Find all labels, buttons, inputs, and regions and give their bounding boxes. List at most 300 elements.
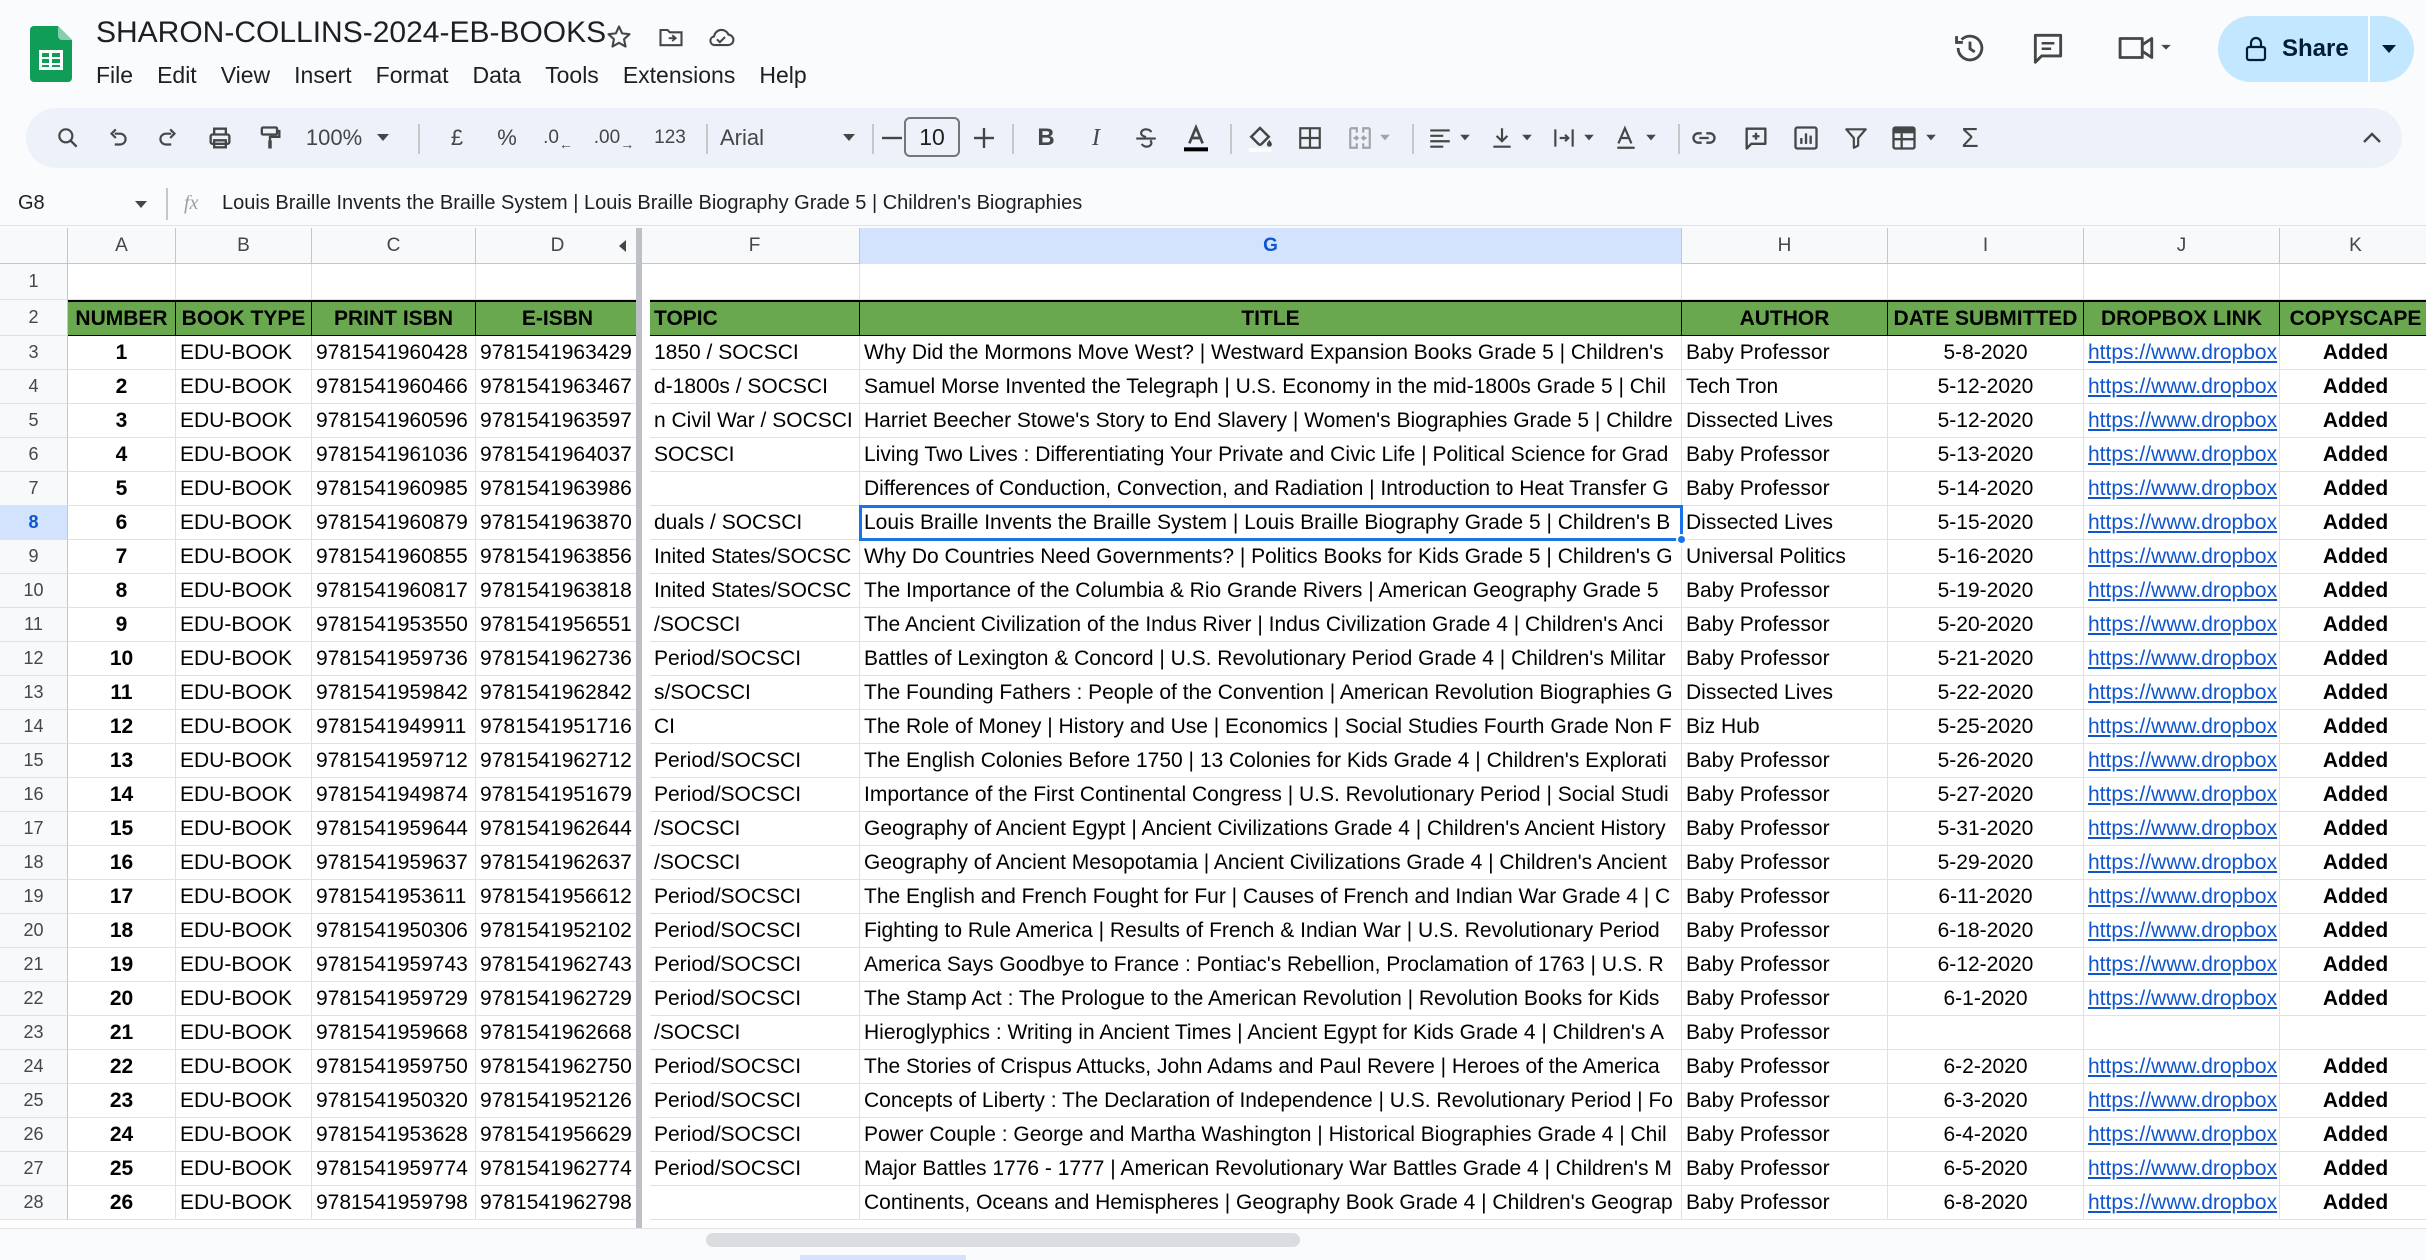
cell-eisbn[interactable]: 9781541962743 (476, 948, 640, 982)
cell-author[interactable]: Baby Professor (1682, 574, 1888, 608)
cell-topic[interactable] (650, 676, 860, 710)
cell-print[interactable]: 9781541959637 (312, 846, 476, 880)
cell-num[interactable]: 3 (68, 404, 176, 438)
row-header[interactable]: 28 (0, 1186, 68, 1220)
formula-input[interactable]: Louis Braille Invents the Braille System | Louis Braille Biography Grade 5 | Children's Biographies (222, 192, 1083, 214)
cell-author[interactable]: Baby Professor (1682, 472, 1888, 506)
cell-copy[interactable]: Added (2280, 1084, 2426, 1118)
text-color-icon[interactable] (1176, 118, 1216, 158)
row-header[interactable]: 16 (0, 778, 68, 812)
cell-num[interactable]: 19 (68, 948, 176, 982)
cell-author[interactable]: Baby Professor (1682, 438, 1888, 472)
row-header[interactable]: 1 (0, 264, 68, 300)
cell-eisbn[interactable]: 9781541956551 (476, 608, 640, 642)
cell-print[interactable]: 9781541960985 (312, 472, 476, 506)
cell-author[interactable]: Baby Professor (1682, 778, 1888, 812)
hidden-column-arrow-icon[interactable] (619, 240, 626, 252)
cell-title[interactable]: The Stories of Crispus Attucks, John Adams and Paul Revere | Heroes of the America (860, 1050, 1682, 1084)
cell-author[interactable]: Baby Professor (1682, 846, 1888, 880)
insert-link-icon[interactable] (1686, 118, 1722, 158)
cell-num[interactable]: 15 (68, 812, 176, 846)
cell-title[interactable]: Fighting to Rule America | Results of French & Indian War | U.S. Revolutionary Period (860, 914, 1682, 948)
cell-link[interactable]: https://www.dropbox (2084, 642, 2280, 676)
cell-eisbn[interactable]: 9781541956629 (476, 1118, 640, 1152)
move-folder-icon[interactable] (654, 20, 688, 54)
cell-author[interactable]: Dissected Lives (1682, 676, 1888, 710)
cell-topic[interactable] (650, 914, 860, 948)
cell-num[interactable]: 7 (68, 540, 176, 574)
cell-copy[interactable]: Added (2280, 812, 2426, 846)
row-header[interactable]: 8 (0, 506, 68, 540)
column-header-c[interactable]: C (312, 228, 476, 264)
cell-topic[interactable] (650, 438, 860, 472)
cell-title[interactable]: The Founding Fathers : People of the Convention | American Revolution Biographies G (860, 676, 1682, 710)
cell-print[interactable]: 9781541961036 (312, 438, 476, 472)
cell-date[interactable]: 5-22-2020 (1888, 676, 2084, 710)
cell-link[interactable]: https://www.dropbox (2084, 540, 2280, 574)
cell-num[interactable]: 23 (68, 1084, 176, 1118)
cell-link[interactable]: https://www.dropbox (2084, 778, 2280, 812)
row-header[interactable]: 21 (0, 948, 68, 982)
cell-copy[interactable]: Added (2280, 1186, 2426, 1220)
cell-title[interactable]: Hieroglyphics : Writing in Ancient Times | Ancient Egypt for Kids Grade 4 | Children's A (860, 1016, 1682, 1050)
cell-title[interactable]: Differences of Conduction, Convection, and Radiation | Introduction to Heat Transfer G (860, 472, 1682, 506)
cell-num[interactable]: 6 (68, 506, 176, 540)
cell-type[interactable]: EDU-BOOK (176, 540, 312, 574)
cell-link[interactable]: https://www.dropbox (2084, 608, 2280, 642)
cell-copy[interactable]: Added (2280, 710, 2426, 744)
cell-eisbn[interactable]: 9781541962842 (476, 676, 640, 710)
cell-topic[interactable] (650, 1152, 860, 1186)
cell-title[interactable]: Samuel Morse Invented the Telegraph | U.S. Economy in the mid-1800s Grade 5 | Chil (860, 370, 1682, 404)
cell-eisbn[interactable]: 9781541964037 (476, 438, 640, 472)
cell-type[interactable]: EDU-BOOK (176, 846, 312, 880)
cell-num[interactable]: 21 (68, 1016, 176, 1050)
zoom-select[interactable] (302, 118, 394, 158)
cell-link[interactable]: https://www.dropbox (2084, 438, 2280, 472)
column-header-i[interactable]: I (1888, 228, 2084, 264)
cell-title[interactable]: The Importance of the Columbia & Rio Grande Rivers | American Geography Grade 5 (860, 574, 1682, 608)
cell-topic[interactable] (650, 472, 860, 506)
cell-author[interactable]: Baby Professor (1682, 1050, 1888, 1084)
cell-type[interactable]: EDU-BOOK (176, 676, 312, 710)
cell-date[interactable] (1888, 1016, 2084, 1050)
cell-type[interactable]: EDU-BOOK (176, 370, 312, 404)
cell-print[interactable]: 9781541959644 (312, 812, 476, 846)
menu-help[interactable]: Help (759, 62, 807, 88)
cell-eisbn[interactable]: 9781541963467 (476, 370, 640, 404)
search-menus-icon[interactable] (50, 118, 86, 158)
cell-type[interactable]: EDU-BOOK (176, 336, 312, 370)
cell-title[interactable]: Geography of Ancient Egypt | Ancient Civilizations Grade 4 | Children's Ancient History (860, 812, 1682, 846)
cell-eisbn[interactable]: 9781541956612 (476, 880, 640, 914)
cell-print[interactable]: 9781541960855 (312, 540, 476, 574)
cell-author[interactable]: Baby Professor (1682, 642, 1888, 676)
menu-view[interactable]: View (220, 62, 271, 88)
cell-print[interactable]: 9781541953628 (312, 1118, 476, 1152)
version-history-icon[interactable] (1948, 26, 1992, 70)
strikethrough-icon[interactable] (1128, 118, 1164, 158)
cell-print[interactable]: 9781541959668 (312, 1016, 476, 1050)
cell-print[interactable]: 9781541960817 (312, 574, 476, 608)
cell-author[interactable]: Baby Professor (1682, 914, 1888, 948)
cell-num[interactable]: 16 (68, 846, 176, 880)
row-header[interactable]: 15 (0, 744, 68, 778)
cell-link[interactable]: https://www.dropbox (2084, 336, 2280, 370)
cell-num[interactable]: 13 (68, 744, 176, 778)
cell-num[interactable]: 1 (68, 336, 176, 370)
cell-date[interactable]: 6-18-2020 (1888, 914, 2084, 948)
cell-link[interactable]: https://www.dropbox (2084, 472, 2280, 506)
cell-author[interactable]: Baby Professor (1682, 1084, 1888, 1118)
cell-copy[interactable]: Added (2280, 778, 2426, 812)
cell-topic[interactable] (650, 948, 860, 982)
cell-author[interactable]: Baby Professor (1682, 608, 1888, 642)
italic-icon[interactable]: I (1092, 124, 1100, 151)
name-box-dropdown-icon[interactable] (134, 200, 148, 210)
cell-print[interactable]: 9781541950306 (312, 914, 476, 948)
row-header[interactable]: 5 (0, 404, 68, 438)
cell-link[interactable]: https://www.dropbox (2084, 676, 2280, 710)
cell-title[interactable]: Concepts of Liberty : The Declaration of Independence | U.S. Revolutionary Period | Fo (860, 1084, 1682, 1118)
cell-topic[interactable] (650, 812, 860, 846)
cell-type[interactable]: EDU-BOOK (176, 472, 312, 506)
cell-eisbn[interactable]: 9781541962729 (476, 982, 640, 1016)
horizontal-align-icon[interactable] (1420, 118, 1478, 158)
more-formats-button[interactable]: 123 (654, 127, 686, 148)
cell-print[interactable]: 9781541953611 (312, 880, 476, 914)
increase-font-size-icon[interactable] (970, 118, 998, 158)
undo-icon[interactable] (100, 118, 136, 158)
comments-icon[interactable] (2026, 26, 2070, 70)
cell-copy[interactable]: Added (2280, 1152, 2426, 1186)
filter-icon[interactable] (1838, 118, 1874, 158)
cell-type[interactable]: EDU-BOOK (176, 914, 312, 948)
cell-print[interactable]: 9781541959729 (312, 982, 476, 1016)
cell-num[interactable]: 10 (68, 642, 176, 676)
cell-print[interactable]: 9781541953550 (312, 608, 476, 642)
cell[interactable] (1682, 264, 1888, 300)
column-header-g[interactable]: G (860, 228, 1682, 264)
cell-date[interactable]: 5-26-2020 (1888, 744, 2084, 778)
cell-date[interactable]: 6-3-2020 (1888, 1084, 2084, 1118)
row-header[interactable]: 13 (0, 676, 68, 710)
cell-date[interactable]: 6-11-2020 (1888, 880, 2084, 914)
cell-title[interactable]: The Role of Money | History and Use | Economics | Social Studies Fourth Grade Non F (860, 710, 1682, 744)
row-header[interactable]: 22 (0, 982, 68, 1016)
cell-link[interactable]: https://www.dropbox (2084, 914, 2280, 948)
cell-author[interactable]: Dissected Lives (1682, 506, 1888, 540)
scrollbar-thumb[interactable] (706, 1233, 1300, 1247)
cell-title[interactable]: The Stamp Act : The Prologue to the American Revolution | Revolution Books for Kids (860, 982, 1682, 1016)
cell-date[interactable]: 5-8-2020 (1888, 336, 2084, 370)
cell-num[interactable]: 25 (68, 1152, 176, 1186)
cell-author[interactable]: Baby Professor (1682, 948, 1888, 982)
cell-type[interactable]: EDU-BOOK (176, 574, 312, 608)
cell-link[interactable]: https://www.dropbox (2084, 404, 2280, 438)
cell-link[interactable]: https://www.dropbox (2084, 506, 2280, 540)
cell-print[interactable]: 9781541949911 (312, 710, 476, 744)
cell-num[interactable]: 14 (68, 778, 176, 812)
cell-print[interactable]: 9781541959798 (312, 1186, 476, 1220)
cell-author[interactable]: Baby Professor (1682, 1152, 1888, 1186)
cell-title[interactable]: Geography of Ancient Mesopotamia | Ancient Civilizations Grade 4 | Children's Ancient (860, 846, 1682, 880)
cell-author[interactable]: Baby Professor (1682, 744, 1888, 778)
cell[interactable] (1888, 264, 2084, 300)
cell-title[interactable]: Importance of the First Continental Congress | U.S. Revolutionary Period | Social Studi (860, 778, 1682, 812)
cell-copy[interactable]: Added (2280, 880, 2426, 914)
cell-eisbn[interactable]: 9781541962798 (476, 1186, 640, 1220)
increase-decimal-button[interactable]: .00 → (593, 127, 635, 152)
cell-author[interactable]: Biz Hub (1682, 710, 1888, 744)
header-cell-topic[interactable]: TOPIC (650, 300, 860, 336)
cell[interactable] (650, 264, 860, 300)
header-cell-author[interactable]: AUTHOR (1682, 300, 1888, 336)
cell-type[interactable]: EDU-BOOK (176, 1152, 312, 1186)
cell-link[interactable]: https://www.dropbox (2084, 982, 2280, 1016)
menu-tools[interactable]: Tools (545, 62, 599, 88)
row-header[interactable]: 24 (0, 1050, 68, 1084)
header-cell-print[interactable]: PRINT ISBN (312, 300, 476, 336)
cell-print[interactable]: 9781541949874 (312, 778, 476, 812)
column-header-h[interactable]: H (1682, 228, 1888, 264)
row-header[interactable]: 14 (0, 710, 68, 744)
row-header[interactable]: 7 (0, 472, 68, 506)
column-header-a[interactable]: A (68, 228, 176, 264)
cell-author[interactable]: Baby Professor (1682, 1186, 1888, 1220)
cell-type[interactable]: EDU-BOOK (176, 710, 312, 744)
cell-link[interactable]: https://www.dropbox (2084, 574, 2280, 608)
cell-num[interactable]: 9 (68, 608, 176, 642)
cell-link[interactable]: https://www.dropbox (2084, 744, 2280, 778)
cell-title[interactable]: Battles of Lexington & Concord | U.S. Revolutionary Period Grade 4 | Children's Militar (860, 642, 1682, 676)
cell-title[interactable]: Louis Braille Invents the Braille System | Louis Braille Biography Grade 5 | Children's B (860, 506, 1682, 540)
name-box[interactable]: G8 (18, 192, 45, 214)
cell-link[interactable]: https://www.dropbox (2084, 1118, 2280, 1152)
meet-video-icon[interactable] (2112, 26, 2182, 70)
cell-print[interactable]: 9781541960428 (312, 336, 476, 370)
paint-format-icon[interactable] (252, 118, 288, 158)
cell-num[interactable]: 20 (68, 982, 176, 1016)
row-header[interactable]: 3 (0, 336, 68, 370)
cell-topic[interactable] (650, 370, 860, 404)
font-size-input[interactable]: 10 (904, 117, 960, 157)
cell-link[interactable]: https://www.dropbox (2084, 846, 2280, 880)
cell-date[interactable]: 6-12-2020 (1888, 948, 2084, 982)
print-icon[interactable] (202, 118, 238, 158)
cell-print[interactable]: 9781541959712 (312, 744, 476, 778)
column-header-j[interactable]: J (2084, 228, 2280, 264)
cell-date[interactable]: 5-12-2020 (1888, 404, 2084, 438)
cell-date[interactable]: 5-14-2020 (1888, 472, 2084, 506)
cell-date[interactable]: 6-5-2020 (1888, 1152, 2084, 1186)
header-cell-date[interactable]: DATE SUBMITTED (1888, 300, 2084, 336)
cell-type[interactable]: EDU-BOOK (176, 1016, 312, 1050)
cell-copy[interactable]: Added (2280, 608, 2426, 642)
cell[interactable] (860, 264, 1682, 300)
decrease-font-size-icon[interactable] (880, 118, 904, 158)
cell-link[interactable]: https://www.dropbox (2084, 1050, 2280, 1084)
star-icon[interactable] (602, 20, 636, 54)
cell-copy[interactable]: Added (2280, 948, 2426, 982)
cell[interactable] (312, 264, 476, 300)
cell-topic[interactable] (650, 880, 860, 914)
cell-title[interactable]: Living Two Lives : Differentiating Your Private and Civic Life | Political Science for Grad (860, 438, 1682, 472)
cell-title[interactable]: The Ancient Civilization of the Indus River | Indus Civilization Grade 4 | Children's Anci (860, 608, 1682, 642)
cell-type[interactable]: EDU-BOOK (176, 948, 312, 982)
cell-print[interactable]: 9781541959774 (312, 1152, 476, 1186)
cell-copy[interactable]: Added (2280, 438, 2426, 472)
cell-copy[interactable]: Added (2280, 676, 2426, 710)
cell-num[interactable]: 2 (68, 370, 176, 404)
format-percent-button[interactable]: % (497, 125, 517, 150)
share-dropdown-icon[interactable] (2380, 42, 2398, 56)
cell-type[interactable]: EDU-BOOK (176, 642, 312, 676)
cell-date[interactable]: 5-25-2020 (1888, 710, 2084, 744)
cell-type[interactable]: EDU-BOOK (176, 778, 312, 812)
functions-icon[interactable]: Σ (1961, 122, 1979, 153)
cell-eisbn[interactable]: 9781541962644 (476, 812, 640, 846)
row-header[interactable]: 4 (0, 370, 68, 404)
cell-eisbn[interactable]: 9781541963986 (476, 472, 640, 506)
column-header-b[interactable]: B (176, 228, 312, 264)
cell-date[interactable]: 5-21-2020 (1888, 642, 2084, 676)
cell-copy[interactable]: Added (2280, 744, 2426, 778)
cell-copy[interactable]: Added (2280, 914, 2426, 948)
cell-date[interactable]: 6-2-2020 (1888, 1050, 2084, 1084)
cell-eisbn[interactable]: 9781541963429 (476, 336, 640, 370)
cell-num[interactable]: 18 (68, 914, 176, 948)
cell-author[interactable]: Baby Professor (1682, 880, 1888, 914)
cell-eisbn[interactable]: 9781541963856 (476, 540, 640, 574)
cell-topic[interactable] (650, 1050, 860, 1084)
cell-topic[interactable] (650, 1084, 860, 1118)
cell-copy[interactable]: Added (2280, 982, 2426, 1016)
cell-print[interactable]: 9781541960466 (312, 370, 476, 404)
cell[interactable] (2280, 264, 2426, 300)
cell-print[interactable]: 9781541959750 (312, 1050, 476, 1084)
cell-title[interactable]: Why Do Countries Need Governments? | Politics Books for Kids Grade 5 | Children's G (860, 540, 1682, 574)
vertical-align-icon[interactable] (1482, 118, 1540, 158)
cell-type[interactable]: EDU-BOOK (176, 812, 312, 846)
cell[interactable] (476, 264, 640, 300)
cell-print[interactable]: 9781541950320 (312, 1084, 476, 1118)
cell-link[interactable] (2084, 1016, 2280, 1050)
cell-title[interactable]: America Says Goodbye to France : Pontiac's Rebellion, Proclamation of 1763 | U.S. R (860, 948, 1682, 982)
cell-date[interactable]: 5-31-2020 (1888, 812, 2084, 846)
filter-views-icon[interactable] (1882, 118, 1944, 158)
cell-author[interactable]: Baby Professor (1682, 1118, 1888, 1152)
cell-topic[interactable] (650, 744, 860, 778)
cell-date[interactable]: 6-4-2020 (1888, 1118, 2084, 1152)
menu-format[interactable]: Format (375, 62, 449, 88)
cell-date[interactable]: 6-8-2020 (1888, 1186, 2084, 1220)
cell-author[interactable]: Baby Professor (1682, 336, 1888, 370)
cell-print[interactable]: 9781541960596 (312, 404, 476, 438)
cell-copy[interactable]: Added (2280, 370, 2426, 404)
menu-extensions[interactable]: Extensions (622, 62, 736, 88)
cell-type[interactable]: EDU-BOOK (176, 506, 312, 540)
cell[interactable] (176, 264, 312, 300)
cell-date[interactable]: 5-20-2020 (1888, 608, 2084, 642)
cell-copy[interactable]: Added (2280, 472, 2426, 506)
cell-copy[interactable]: Added (2280, 846, 2426, 880)
cell-link[interactable]: https://www.dropbox (2084, 1152, 2280, 1186)
cell-type[interactable]: EDU-BOOK (176, 1118, 312, 1152)
cell-eisbn[interactable]: 9781541951716 (476, 710, 640, 744)
cell-copy[interactable]: Added (2280, 1118, 2426, 1152)
row-header[interactable]: 10 (0, 574, 68, 608)
menu-insert[interactable]: Insert (294, 62, 352, 88)
cell-topic[interactable] (650, 710, 860, 744)
cell-copy[interactable]: Added (2280, 336, 2426, 370)
cell-eisbn[interactable]: 9781541963597 (476, 404, 640, 438)
cell-eisbn[interactable]: 9781541963870 (476, 506, 640, 540)
column-header-k[interactable]: K (2280, 228, 2426, 264)
cell-eisbn[interactable]: 9781541962774 (476, 1152, 640, 1186)
row-header[interactable]: 26 (0, 1118, 68, 1152)
cell-num[interactable]: 17 (68, 880, 176, 914)
format-currency-button[interactable]: £ (450, 125, 464, 150)
row-header[interactable]: 12 (0, 642, 68, 676)
header-cell-link[interactable]: DROPBOX LINK (2084, 300, 2280, 336)
cell-date[interactable]: 5-29-2020 (1888, 846, 2084, 880)
text-wrapping-icon[interactable] (1544, 118, 1602, 158)
cell-type[interactable]: EDU-BOOK (176, 1050, 312, 1084)
cell-num[interactable]: 8 (68, 574, 176, 608)
cell-num[interactable]: 4 (68, 438, 176, 472)
cell-title[interactable]: Harriet Beecher Stowe's Story to End Slavery | Women's Biographies Grade 5 | Childre (860, 404, 1682, 438)
cell-topic[interactable] (650, 336, 860, 370)
cell-title[interactable]: The English and French Fought for Fur | Causes of French and Indian War Grade 4 | C (860, 880, 1682, 914)
cell-type[interactable]: EDU-BOOK (176, 1186, 312, 1220)
cell-copy[interactable]: Added (2280, 506, 2426, 540)
cell-topic[interactable] (650, 404, 860, 438)
row-header[interactable]: 25 (0, 1084, 68, 1118)
row-header[interactable]: 11 (0, 608, 68, 642)
cell-date[interactable]: 5-27-2020 (1888, 778, 2084, 812)
cell-topic[interactable] (650, 1016, 860, 1050)
column-header-d[interactable]: D (476, 228, 640, 264)
cell-print[interactable]: 9781541960879 (312, 506, 476, 540)
cell-copy[interactable]: Added (2280, 404, 2426, 438)
row-header[interactable]: 27 (0, 1152, 68, 1186)
cell-title[interactable]: The English Colonies Before 1750 | 13 Colonies for Kids Grade 4 | Children's Explorati (860, 744, 1682, 778)
row-header[interactable]: 17 (0, 812, 68, 846)
redo-icon[interactable] (150, 118, 186, 158)
cell-type[interactable]: EDU-BOOK (176, 982, 312, 1016)
merge-cells-icon[interactable] (1340, 118, 1398, 158)
share-button[interactable] (2218, 16, 2414, 82)
row-header[interactable]: 6 (0, 438, 68, 472)
cell-eisbn[interactable]: 9781541952102 (476, 914, 640, 948)
cell[interactable] (68, 264, 176, 300)
cell-topic[interactable] (650, 778, 860, 812)
cell-num[interactable]: 24 (68, 1118, 176, 1152)
decrease-decimal-button[interactable]: .0 ← (543, 127, 573, 152)
cell-num[interactable]: 12 (68, 710, 176, 744)
cell-title[interactable]: Why Did the Mormons Move West? | Westward Expansion Books Grade 5 | Children's (860, 336, 1682, 370)
cell-eisbn[interactable]: 9781541962750 (476, 1050, 640, 1084)
fill-handle[interactable] (1676, 534, 1687, 545)
header-cell-eisbn[interactable]: E-ISBN (476, 300, 640, 336)
header-cell-copy[interactable]: COPYSCAPE (2280, 300, 2426, 336)
cell-author[interactable]: Baby Professor (1682, 982, 1888, 1016)
cell-title[interactable]: Continents, Oceans and Hemispheres | Geography Book Grade 4 | Children's Geograp (860, 1186, 1682, 1220)
document-title[interactable]: SHARON-COLLINS-2024-EB-BOOKS (96, 16, 607, 49)
header-cell-num[interactable]: NUMBER (68, 300, 176, 336)
column-header-f[interactable]: F (650, 228, 860, 264)
